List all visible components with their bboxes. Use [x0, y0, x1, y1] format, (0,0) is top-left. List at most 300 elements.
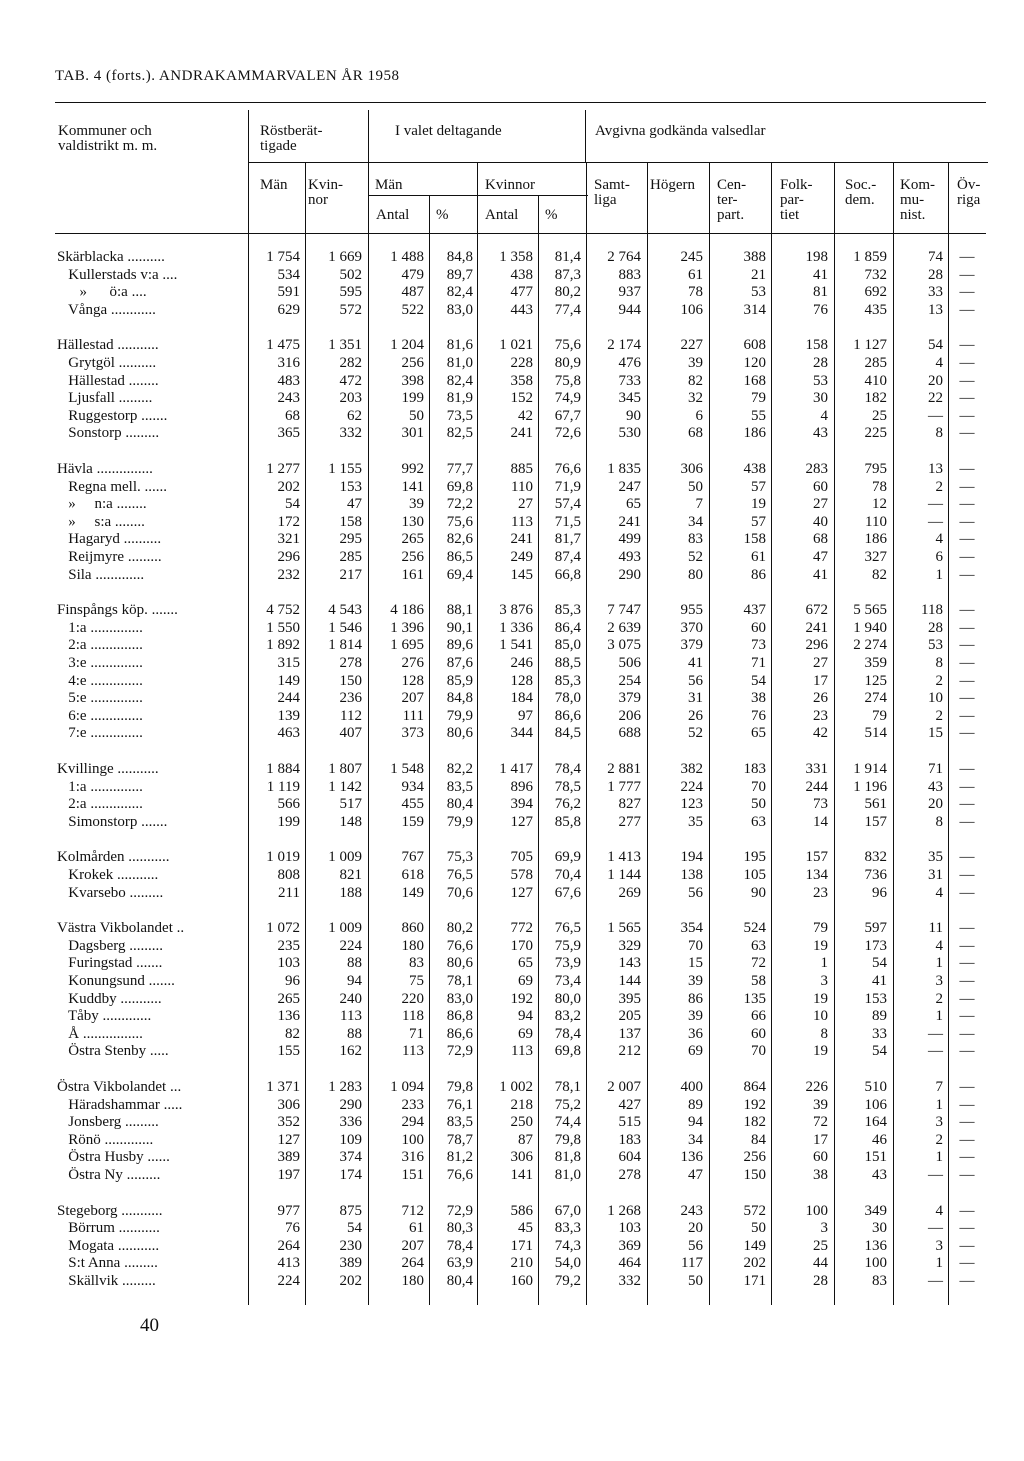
cell-kommunist: 28	[928, 619, 943, 636]
cell-kommunist: 8	[935, 425, 943, 442]
table-row	[55, 689, 986, 707]
cell-kommunist: 118	[921, 602, 943, 619]
cell-centerpart: 70	[751, 778, 766, 795]
cell-deltagande-man-antal: 712	[401, 1202, 424, 1219]
cell-ovriga: —	[959, 566, 975, 583]
cell-hogern: 86	[688, 990, 703, 1007]
cell-deltagande-kvinnor-antal: 97	[518, 707, 533, 724]
cell-deltagande-man-pct: 76,6	[446, 937, 473, 954]
district-name: Konungsund .......	[57, 973, 175, 989]
cell-socdem: 54	[872, 1043, 887, 1060]
cell-deltagande-kvinnor-pct: 78,0	[554, 690, 581, 707]
cell-deltagande-man-pct: 83,5	[446, 778, 473, 795]
cell-deltagande-kvinnor-pct: 79,2	[554, 1273, 581, 1289]
cell-deltagande-kvinnor-pct: 78,4	[554, 761, 581, 777]
cell-rostberattigade-kvinnor: 1 351	[328, 337, 362, 354]
cell-rostberattigade-man: 315	[277, 655, 300, 671]
cell-kommunist: 71	[928, 761, 943, 777]
table-row	[55, 266, 986, 284]
cell-deltagande-kvinnor-antal: 1 002	[499, 1079, 533, 1095]
cell-hogern: 224	[680, 778, 703, 795]
cell-hogern: 117	[681, 1255, 703, 1272]
cell-hogern: 39	[688, 355, 703, 371]
cell-hogern: 306	[680, 461, 703, 477]
cell-samtliga: 1 144	[607, 867, 641, 883]
cell-folkpartiet: 100	[805, 1202, 828, 1219]
cell-rostberattigade-man: 4 752	[266, 602, 300, 619]
cell-rostberattigade-man: 977	[277, 1202, 300, 1219]
cell-kommunist: 3	[935, 1114, 943, 1131]
cell-rostberattigade-kvinnor: 203	[339, 390, 362, 407]
district-name: 2:a ..............	[57, 796, 143, 813]
cell-ovriga: —	[959, 1220, 975, 1237]
cell-kommunist: 74	[928, 249, 943, 265]
cell-folkpartiet: 331	[805, 761, 828, 777]
cell-kommunist: 4	[935, 1202, 943, 1219]
cell-samtliga: 65	[626, 496, 641, 513]
cell-deltagande-man-pct: 86,6	[446, 1025, 473, 1042]
cell-deltagande-man-antal: 199	[401, 390, 424, 407]
cell-folkpartiet: 73	[813, 796, 828, 813]
cell-hogern: 94	[688, 1114, 703, 1131]
cell-folkpartiet: 25	[813, 1237, 828, 1254]
cell-deltagande-man-antal: 264	[401, 1255, 424, 1272]
cell-rostberattigade-man: 352	[277, 1114, 300, 1131]
header-line-antal	[368, 195, 588, 196]
cell-ovriga: —	[959, 513, 975, 530]
cell-samtliga: 464	[618, 1255, 641, 1272]
cell-deltagande-man-antal: 207	[401, 1237, 424, 1254]
cell-rostberattigade-man: 243	[277, 390, 300, 407]
cell-socdem: 285	[864, 355, 887, 371]
cell-folkpartiet: 672	[805, 602, 828, 619]
cell-deltagande-kvinnor-antal: 586	[510, 1202, 533, 1219]
cell-rostberattigade-kvinnor: 572	[339, 301, 362, 318]
cell-ovriga: —	[959, 496, 975, 513]
cell-rostberattigade-kvinnor: 162	[339, 1043, 362, 1060]
cell-deltagande-man-pct: 72,9	[446, 1202, 473, 1219]
cell-deltagande-man-pct: 72,2	[446, 496, 473, 513]
cell-deltagande-kvinnor-antal: 27	[518, 496, 533, 513]
cell-rostberattigade-man: 1 550	[266, 619, 300, 636]
cell-ovriga: —	[959, 390, 975, 407]
cell-samtliga: 332	[618, 1273, 641, 1289]
district-name: Stegeborg ...........	[57, 1202, 163, 1219]
cell-ovriga: —	[959, 619, 975, 636]
cell-deltagande-man-antal: 149	[401, 884, 424, 901]
cell-rostberattigade-man: 96	[285, 973, 300, 989]
cell-deltagande-kvinnor-pct: 86,4	[554, 619, 581, 636]
header-deltagande-kvinnor: Kvinnor	[485, 177, 535, 193]
cell-ovriga: —	[959, 1043, 975, 1060]
cell-rostberattigade-man: 296	[277, 549, 300, 565]
cell-hogern: 15	[688, 955, 703, 972]
cell-ovriga: —	[959, 1008, 975, 1025]
cell-folkpartiet: 53	[813, 372, 828, 389]
cell-hogern: 61	[688, 266, 703, 283]
district-name: Å ................	[57, 1025, 143, 1042]
header-deltagande-man: Män	[375, 177, 403, 193]
cell-deltagande-kvinnor-antal: 170	[510, 937, 533, 954]
cell-deltagande-kvinnor-antal: 358	[510, 372, 533, 389]
cell-kommunist: 1	[935, 955, 943, 972]
cell-rostberattigade-kvinnor: 1 669	[328, 249, 362, 265]
table-row	[55, 1025, 986, 1043]
cell-rostberattigade-man: 197	[277, 1167, 300, 1183]
cell-folkpartiet: 1	[820, 955, 828, 972]
header-samtliga: Samt- liga	[594, 177, 630, 208]
cell-rostberattigade-kvinnor: 47	[347, 496, 362, 513]
cell-deltagande-kvinnor-antal: 128	[510, 672, 533, 689]
cell-samtliga: 499	[618, 531, 641, 548]
cell-deltagande-man-antal: 61	[409, 1220, 424, 1237]
table-row	[55, 424, 986, 442]
cell-deltagande-kvinnor-antal: 1 541	[499, 637, 533, 654]
cell-rostberattigade-kvinnor: 188	[339, 884, 362, 901]
cell-socdem: 692	[864, 284, 887, 301]
cell-ovriga: —	[959, 301, 975, 318]
cell-deltagande-kvinnor-pct: 66,8	[554, 566, 581, 583]
cell-deltagande-kvinnor-pct: 74,9	[554, 390, 581, 407]
cell-rostberattigade-kvinnor: 153	[339, 478, 362, 495]
header-kvinnor: Kvin- nor	[308, 177, 343, 208]
cell-deltagande-kvinnor-antal: 65	[518, 955, 533, 972]
cell-deltagande-man-pct: 82,2	[446, 761, 473, 777]
cell-deltagande-man-pct: 78,1	[446, 973, 473, 989]
cell-centerpart: 72	[751, 955, 766, 972]
district-name: Grytgöl ..........	[57, 355, 157, 371]
cell-hogern: 34	[688, 1131, 703, 1148]
cell-centerpart: 90	[751, 884, 766, 901]
cell-kommunist: 2	[935, 1131, 943, 1148]
cell-rostberattigade-kvinnor: 88	[347, 955, 362, 972]
cell-socdem: 43	[872, 1167, 887, 1183]
cell-rostberattigade-kvinnor: 1 807	[328, 761, 362, 777]
cell-centerpart: 150	[743, 1167, 766, 1183]
cell-samtliga: 103	[618, 1220, 641, 1237]
cell-rostberattigade-kvinnor: 4 543	[328, 602, 362, 619]
cell-samtliga: 688	[618, 725, 641, 742]
cell-socdem: 327	[864, 549, 887, 565]
district-name: Östra Husby ......	[57, 1149, 170, 1166]
table-row	[55, 848, 986, 866]
cell-deltagande-kvinnor-pct: 87,4	[554, 549, 581, 565]
header-folkpartiet: Folk- par- tiet	[780, 177, 813, 223]
header-line-bottom	[55, 233, 986, 234]
cell-deltagande-man-antal: 1 548	[390, 761, 424, 777]
cell-centerpart: 202	[743, 1255, 766, 1272]
cell-deltagande-man-antal: 71	[409, 1025, 424, 1042]
cell-folkpartiet: 44	[813, 1255, 828, 1272]
cell-deltagande-man-pct: 70,6	[446, 884, 473, 901]
table-row	[55, 813, 986, 831]
cell-samtliga: 3 075	[607, 637, 641, 654]
cell-deltagande-kvinnor-antal: 246	[510, 655, 533, 671]
cell-centerpart: 65	[751, 725, 766, 742]
cell-socdem: 5 565	[853, 602, 887, 619]
cell-folkpartiet: 4	[820, 407, 828, 424]
cell-kommunist: 33	[928, 284, 943, 301]
district-name: Kvillinge ...........	[57, 761, 159, 777]
header-socdem: Soc.- dem.	[845, 177, 877, 208]
cell-rostberattigade-man: 1 277	[266, 461, 300, 477]
district-name: Hällestad ...........	[57, 337, 159, 354]
cell-ovriga: —	[959, 796, 975, 813]
cell-rostberattigade-kvinnor: 1 546	[328, 619, 362, 636]
cell-kommunist: 13	[928, 461, 943, 477]
header-pct-man: %	[436, 207, 449, 223]
cell-centerpart: 54	[751, 672, 766, 689]
district-name: Skällvik .........	[57, 1273, 156, 1289]
cell-kommunist: 13	[928, 301, 943, 318]
district-name: Sonstorp .........	[57, 425, 160, 442]
cell-centerpart: 149	[743, 1237, 766, 1254]
table-row	[55, 248, 986, 266]
cell-socdem: 274	[864, 690, 887, 707]
cell-samtliga: 1 413	[607, 849, 641, 866]
cell-kommunist: 28	[928, 266, 943, 283]
cell-deltagande-kvinnor-pct: 76,6	[554, 461, 581, 477]
cell-deltagande-man-antal: 100	[401, 1131, 424, 1148]
cell-kommunist: 3	[935, 973, 943, 989]
cell-centerpart: 182	[743, 1114, 766, 1131]
cell-rostberattigade-kvinnor: 336	[339, 1114, 362, 1131]
cell-samtliga: 143	[618, 955, 641, 972]
cell-deltagande-kvinnor-pct: 78,1	[554, 1079, 581, 1095]
cell-rostberattigade-man: 172	[277, 513, 300, 530]
cell-deltagande-man-pct: 86,8	[446, 1008, 473, 1025]
cell-samtliga: 395	[618, 990, 641, 1007]
cell-rostberattigade-man: 224	[277, 1273, 300, 1289]
cell-socdem: 82	[872, 566, 887, 583]
district-name: Skärblacka ..........	[57, 249, 165, 265]
cell-rostberattigade-man: 365	[277, 425, 300, 442]
cell-deltagande-kvinnor-pct: 85,3	[554, 672, 581, 689]
cell-samtliga: 1 268	[607, 1202, 641, 1219]
cell-kommunist: 1	[935, 1008, 943, 1025]
header-antal-man: Antal	[376, 207, 410, 223]
cell-kommunist: 2	[935, 990, 943, 1007]
cell-centerpart: 608	[743, 337, 766, 354]
cell-deltagande-man-pct: 81,0	[446, 355, 473, 371]
cell-deltagande-man-pct: 82,4	[446, 284, 473, 301]
cell-folkpartiet: 41	[813, 566, 828, 583]
district-name: Häradshammar .....	[57, 1096, 183, 1113]
cell-deltagande-man-pct: 83,0	[446, 301, 473, 318]
cell-socdem: 349	[864, 1202, 887, 1219]
district-name: Finspångs köp. .......	[57, 602, 178, 619]
cell-deltagande-kvinnor-antal: 3 876	[499, 602, 533, 619]
district-name: Ruggestorp .......	[57, 407, 168, 424]
cell-deltagande-man-antal: 180	[401, 1273, 424, 1289]
header-kommunist: Kom- mu- nist.	[900, 177, 935, 223]
cell-deltagande-man-antal: 767	[401, 849, 424, 866]
cell-folkpartiet: 158	[805, 337, 828, 354]
cell-deltagande-man-antal: 1 488	[390, 249, 424, 265]
cell-deltagande-man-pct: 78,7	[446, 1131, 473, 1148]
cell-deltagande-man-pct: 82,6	[446, 531, 473, 548]
cell-ovriga: —	[959, 1202, 975, 1219]
cell-rostberattigade-kvinnor: 278	[339, 655, 362, 671]
cell-samtliga: 827	[618, 796, 641, 813]
cell-rostberattigade-kvinnor: 202	[339, 1273, 362, 1289]
table-row	[55, 972, 986, 990]
cell-deltagande-kvinnor-pct: 81,8	[554, 1149, 581, 1166]
district-name: Ljusfall .........	[57, 390, 153, 407]
cell-socdem: 41	[872, 973, 887, 989]
cell-kommunist: 2	[935, 707, 943, 724]
cell-rostberattigade-man: 264	[277, 1237, 300, 1254]
cell-kommunist: 1	[935, 1149, 943, 1166]
table-row	[55, 636, 986, 654]
cell-deltagande-kvinnor-pct: 78,5	[554, 778, 581, 795]
district-name: Kolmården ...........	[57, 849, 170, 866]
cell-deltagande-kvinnor-pct: 83,3	[554, 1220, 581, 1237]
cell-centerpart: 195	[743, 849, 766, 866]
header-hogern: Högern	[650, 177, 695, 193]
cell-folkpartiet: 157	[805, 849, 828, 866]
cell-centerpart: 79	[751, 390, 766, 407]
district-name: Kuddby ...........	[57, 990, 162, 1007]
table-row	[55, 301, 986, 319]
cell-centerpart: 55	[751, 407, 766, 424]
cell-ovriga: —	[959, 637, 975, 654]
cell-folkpartiet: 72	[813, 1114, 828, 1131]
cell-socdem: 25	[872, 407, 887, 424]
cell-deltagande-kvinnor-pct: 81,0	[554, 1167, 581, 1183]
cell-samtliga: 329	[618, 937, 641, 954]
district-name: Börrum ...........	[57, 1220, 160, 1237]
cell-deltagande-kvinnor-antal: 69	[518, 1025, 533, 1042]
cell-rostberattigade-kvinnor: 502	[339, 266, 362, 283]
cell-hogern: 89	[688, 1096, 703, 1113]
cell-hogern: 36	[688, 1025, 703, 1042]
cell-deltagande-man-antal: 1 695	[390, 637, 424, 654]
cell-socdem: 83	[872, 1273, 887, 1289]
cell-rostberattigade-kvinnor: 1 283	[328, 1079, 362, 1095]
cell-deltagande-kvinnor-antal: 152	[510, 390, 533, 407]
cell-centerpart: 256	[743, 1149, 766, 1166]
cell-ovriga: —	[959, 1167, 975, 1183]
cell-deltagande-kvinnor-antal: 705	[510, 849, 533, 866]
cell-rostberattigade-man: 389	[277, 1149, 300, 1166]
cell-deltagande-man-antal: 860	[401, 920, 424, 937]
cell-deltagande-kvinnor-antal: 896	[510, 778, 533, 795]
cell-deltagande-kvinnor-pct: 78,4	[554, 1025, 581, 1042]
cell-deltagande-man-antal: 75	[409, 973, 424, 989]
cell-deltagande-man-pct: 81,6	[446, 337, 473, 354]
cell-deltagande-man-pct: 78,4	[446, 1237, 473, 1254]
district-name: 2:a ..............	[57, 637, 143, 654]
cell-deltagande-kvinnor-antal: 344	[510, 725, 533, 742]
cell-socdem: 54	[872, 955, 887, 972]
cell-deltagande-kvinnor-pct: 69,8	[554, 1043, 581, 1060]
cell-rostberattigade-man: 149	[277, 672, 300, 689]
cell-deltagande-man-pct: 90,1	[446, 619, 473, 636]
cell-ovriga: —	[959, 1131, 975, 1148]
cell-hogern: 123	[680, 796, 703, 813]
cell-deltagande-kvinnor-antal: 218	[510, 1096, 533, 1113]
cell-hogern: 955	[680, 602, 703, 619]
cell-deltagande-man-antal: 316	[401, 1149, 424, 1166]
district-name: Rönö .............	[57, 1131, 154, 1148]
cell-folkpartiet: 17	[813, 1131, 828, 1148]
cell-centerpart: 57	[751, 513, 766, 530]
cell-kommunist: 4	[935, 355, 943, 371]
cell-deltagande-kvinnor-pct: 69,9	[554, 849, 581, 866]
cell-ovriga: —	[959, 655, 975, 671]
cell-rostberattigade-man: 265	[277, 990, 300, 1007]
table-row	[55, 601, 986, 619]
cell-rostberattigade-man: 413	[277, 1255, 300, 1272]
cell-samtliga: 427	[618, 1096, 641, 1113]
cell-kommunist: 11	[928, 920, 943, 937]
cell-deltagande-kvinnor-antal: 42	[518, 407, 533, 424]
cell-deltagande-man-pct: 80,3	[446, 1220, 473, 1237]
cell-deltagande-man-antal: 1 094	[390, 1079, 424, 1095]
cell-rostberattigade-man: 1 892	[266, 637, 300, 654]
cell-socdem: 157	[864, 813, 887, 830]
cell-socdem: 795	[864, 461, 887, 477]
cell-centerpart: 53	[751, 284, 766, 301]
table-row	[55, 1131, 986, 1149]
table-row	[55, 1219, 986, 1237]
cell-kommunist: 53	[928, 637, 943, 654]
cell-centerpart: 60	[751, 1025, 766, 1042]
cell-socdem: 30	[872, 1220, 887, 1237]
cell-folkpartiet: 19	[813, 990, 828, 1007]
header-pct-kvinnor: %	[545, 207, 558, 223]
cell-rostberattigade-man: 68	[285, 407, 300, 424]
cell-deltagande-man-antal: 207	[401, 690, 424, 707]
cell-hogern: 382	[680, 761, 703, 777]
cell-samtliga: 205	[618, 1008, 641, 1025]
cell-rostberattigade-kvinnor: 109	[339, 1131, 362, 1148]
cell-deltagande-kvinnor-pct: 79,8	[554, 1131, 581, 1148]
cell-deltagande-kvinnor-antal: 69	[518, 973, 533, 989]
cell-samtliga: 137	[618, 1025, 641, 1042]
cell-socdem: 151	[864, 1149, 887, 1166]
table-row	[55, 389, 986, 407]
cell-folkpartiet: 134	[805, 867, 828, 883]
table-row	[55, 778, 986, 796]
cell-deltagande-man-pct: 69,8	[446, 478, 473, 495]
cell-rostberattigade-kvinnor: 1 142	[328, 778, 362, 795]
cell-rostberattigade-man: 1 371	[266, 1079, 300, 1095]
cell-deltagande-kvinnor-pct: 85,0	[554, 637, 581, 654]
cell-ovriga: —	[959, 461, 975, 477]
cell-socdem: 100	[864, 1255, 887, 1272]
table-row	[55, 1166, 986, 1184]
cell-deltagande-man-pct: 88,1	[446, 602, 473, 619]
cell-deltagande-kvinnor-pct: 67,0	[554, 1202, 581, 1219]
cell-ovriga: —	[959, 478, 975, 495]
cell-samtliga: 604	[618, 1149, 641, 1166]
table-row	[55, 513, 986, 531]
cell-rostberattigade-man: 136	[277, 1008, 300, 1025]
cell-deltagande-man-pct: 80,6	[446, 955, 473, 972]
district-name: 6:e ..............	[57, 707, 143, 724]
cell-kommunist: 20	[928, 372, 943, 389]
cell-deltagande-kvinnor-pct: 71,5	[554, 513, 581, 530]
cell-hogern: 70	[688, 937, 703, 954]
cell-kommunist: 4	[935, 884, 943, 901]
table-row	[55, 1113, 986, 1131]
cell-samtliga: 247	[618, 478, 641, 495]
cell-samtliga: 345	[618, 390, 641, 407]
cell-rostberattigade-kvinnor: 374	[339, 1149, 362, 1166]
cell-rostberattigade-kvinnor: 1 009	[328, 849, 362, 866]
